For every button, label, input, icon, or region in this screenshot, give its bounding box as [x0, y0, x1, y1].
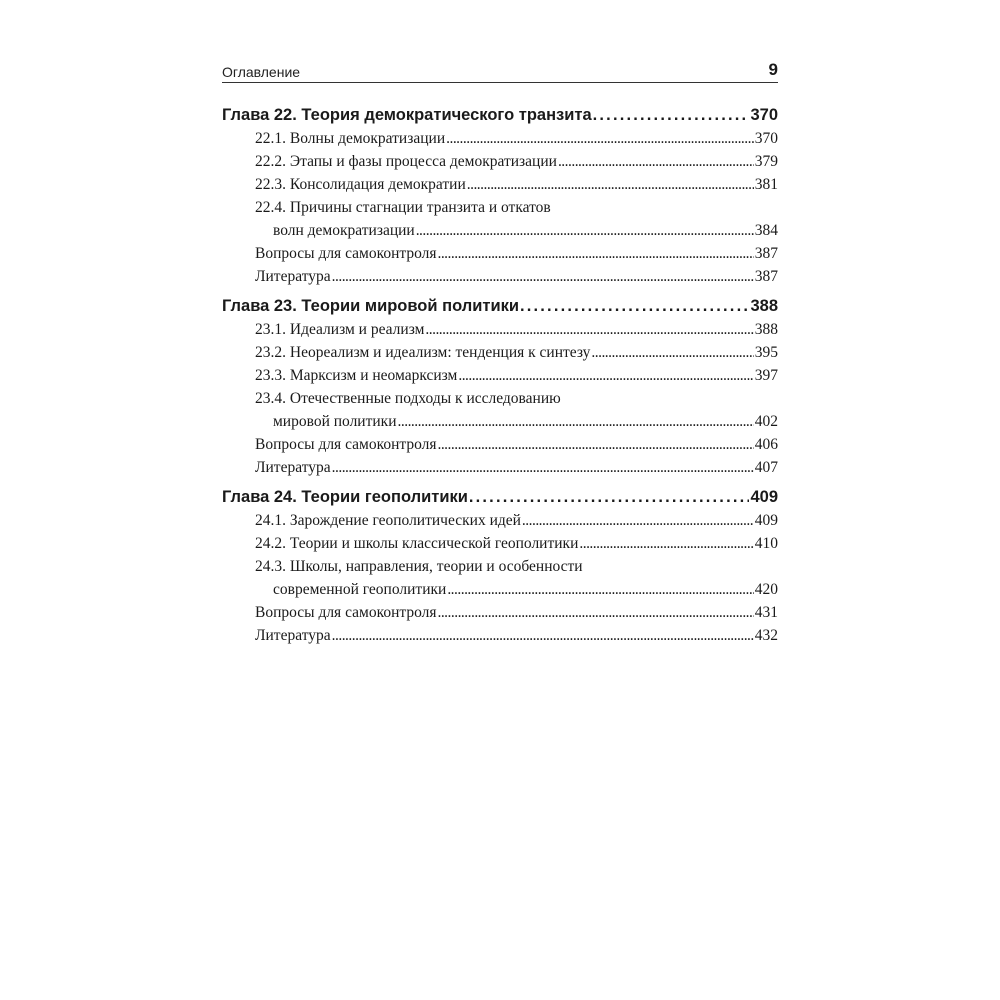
page-number: 9	[768, 60, 778, 79]
toc-entry-page: 395	[754, 344, 778, 361]
toc-entry-title: 23.3. Марксизм и неомарксизм	[255, 367, 458, 384]
toc-entry-title: 24.1. Зарождение геополитических идей	[255, 512, 521, 529]
toc-entry-title: Литература	[255, 627, 331, 644]
dot-leader	[522, 509, 754, 532]
toc-entry-continuation-page: 384	[754, 222, 778, 239]
dot-leader	[398, 410, 754, 433]
dot-leader	[425, 318, 753, 341]
dot-leader	[458, 364, 753, 387]
toc-chapter	[222, 104, 778, 127]
toc-entry-page: 388	[754, 321, 778, 338]
toc-entry-page: 387	[754, 245, 778, 262]
toc-chapter-page: 370	[750, 106, 778, 124]
toc-entry-page: 379	[754, 153, 778, 170]
toc-entry	[222, 532, 778, 555]
toc-entry-title: 24.2. Теории и школы классической геополитики	[255, 535, 579, 552]
toc-entry-title: 23.2. Неореализм и идеализм: тенденция к синтезу	[255, 344, 591, 361]
toc-entry-page: 370	[754, 130, 778, 147]
toc-entry	[222, 265, 778, 288]
dot-leader	[332, 624, 754, 647]
table-of-contents	[222, 104, 778, 647]
toc-entry-continuation	[222, 219, 778, 242]
dot-leader	[467, 173, 754, 196]
dot-leader	[437, 601, 753, 624]
toc-entry	[222, 601, 778, 624]
toc-entry-title: 22.3. Консолидация демократии	[255, 176, 466, 193]
toc-page	[222, 58, 778, 647]
dot-leader	[332, 265, 754, 288]
toc-entry	[222, 150, 778, 173]
toc-entry-continuation	[222, 410, 778, 433]
toc-entry	[222, 456, 778, 479]
toc-entry	[222, 364, 778, 387]
toc-entry-page: 381	[754, 176, 778, 193]
toc-entry	[222, 509, 778, 532]
toc-entry-page: 409	[754, 512, 778, 529]
toc-entry-page: 410	[754, 535, 778, 552]
toc-entry-page: 397	[754, 367, 778, 384]
toc-entry	[222, 318, 778, 341]
toc-entry-page: 387	[754, 268, 778, 285]
toc-entry-title: Вопросы для самоконтроля	[255, 436, 437, 453]
toc-entry-title: 24.3. Школы, направления, теории и особенности	[255, 558, 583, 575]
toc-entry-page: 407	[754, 459, 778, 476]
dot-leader	[446, 127, 754, 150]
toc-entry-continuation	[222, 578, 778, 601]
toc-entry-page: 431	[754, 604, 778, 621]
toc-entry	[222, 341, 778, 364]
toc-entry	[222, 173, 778, 196]
toc-entry-title: Вопросы для самоконтроля	[255, 245, 437, 262]
toc-chapter-title: Глава 22. Теория демократического транзита	[222, 106, 592, 124]
toc-chapter	[222, 295, 778, 318]
dot-leader	[437, 433, 753, 456]
dot-leader	[593, 104, 750, 127]
toc-entry-title: 23.1. Идеализм и реализм	[255, 321, 425, 338]
toc-entry-continuation-page: 420	[754, 581, 778, 598]
toc-chapter	[222, 486, 778, 509]
dot-leader	[469, 486, 750, 509]
running-header-title: Оглавление	[222, 64, 301, 80]
toc-entry-title: Литература	[255, 459, 331, 476]
dot-leader	[558, 150, 754, 173]
toc-chapter-page: 409	[750, 488, 778, 506]
toc-entry-title: 23.4. Отечественные подходы к исследованию	[255, 390, 561, 407]
toc-entry	[222, 387, 778, 410]
toc-entry	[222, 433, 778, 456]
toc-entry-continuation-page: 402	[754, 413, 778, 430]
toc-entry	[222, 127, 778, 150]
dot-leader	[447, 578, 753, 601]
toc-entry-page: 432	[754, 627, 778, 644]
toc-entry	[222, 196, 778, 219]
toc-entry	[222, 624, 778, 647]
toc-entry-title: 22.2. Этапы и фазы процесса демократизации	[255, 153, 557, 170]
dot-leader	[437, 242, 753, 265]
toc-entry-title: Литература	[255, 268, 331, 285]
dot-leader	[416, 219, 754, 242]
toc-entry-continuation-title: волн демократизации	[273, 222, 415, 239]
dot-leader	[520, 295, 749, 318]
toc-entry-continuation-title: современной геополитики	[273, 581, 447, 598]
toc-entry-title: 22.4. Причины стагнации транзита и откатов	[255, 199, 551, 216]
toc-chapter-title: Глава 23. Теории мировой политики	[222, 297, 519, 315]
toc-entry	[222, 555, 778, 578]
toc-chapter-page: 388	[750, 297, 778, 315]
running-header	[222, 58, 778, 83]
toc-entry-continuation-title: мировой политики	[273, 413, 397, 430]
toc-entry-title: 22.1. Волны демократизации	[255, 130, 446, 147]
dot-leader	[579, 532, 753, 555]
toc-entry	[222, 242, 778, 265]
toc-entry-title: Вопросы для самоконтроля	[255, 604, 437, 621]
dot-leader	[591, 341, 753, 364]
dot-leader	[332, 456, 754, 479]
toc-chapter-title: Глава 24. Теории геополитики	[222, 488, 468, 506]
toc-entry-page: 406	[754, 436, 778, 453]
